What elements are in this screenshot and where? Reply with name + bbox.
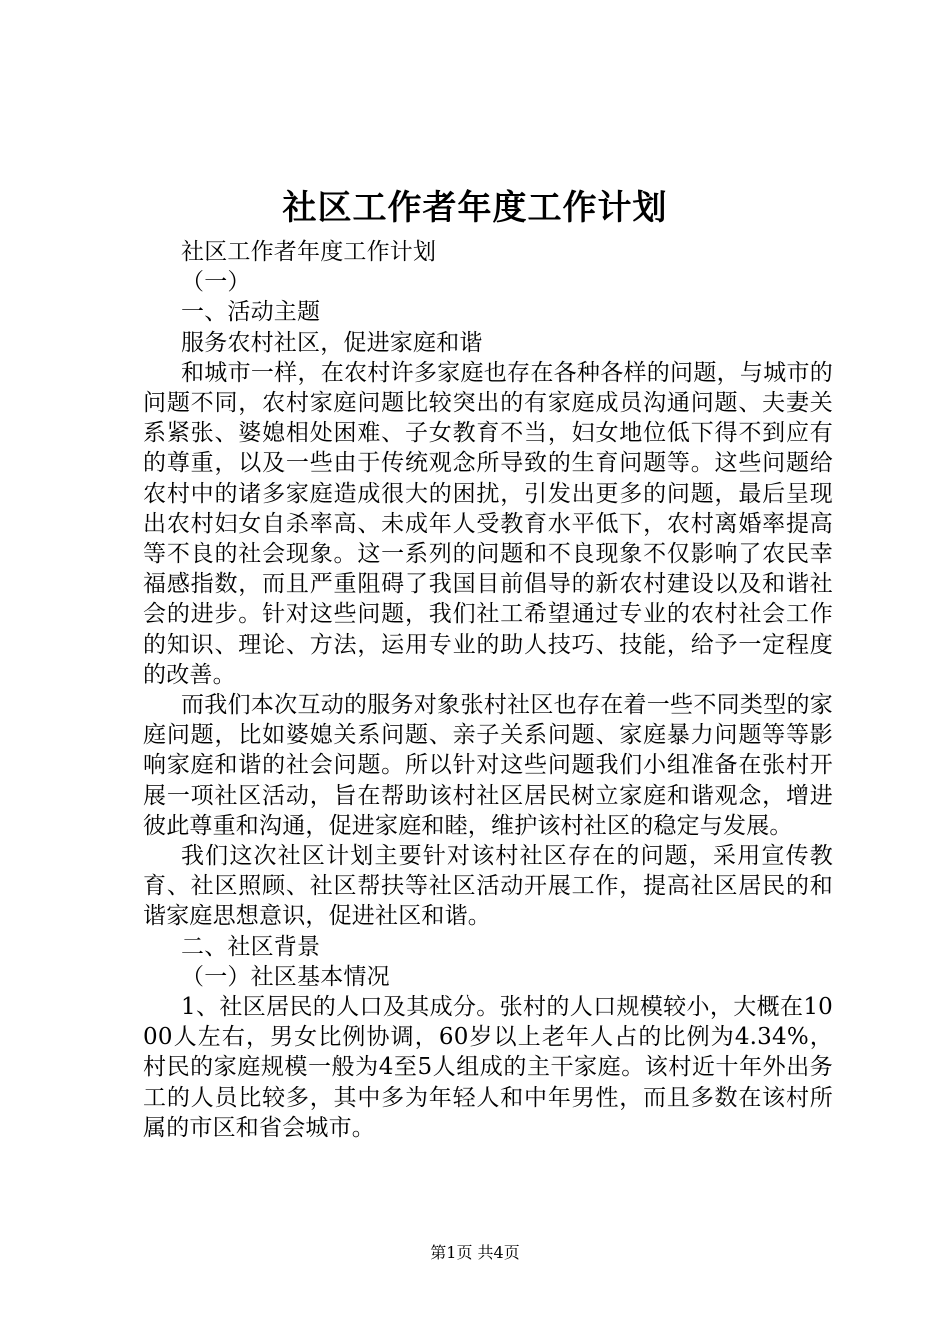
theme-text: 服务农村社区，促进家庭和谐 (181, 329, 483, 356)
paragraph-population: 1、社区居民的人口及其成分。张村的人口规模较小，大概在1000人左右，男女比例协调，60岁以上老年人占的比例为4.34%，村民的家庭规模一般为4至5人组成的主干家庭。该村近十年外出务工的人员比较多，其中多为年轻人和中年男性，而且多数在该村所属的市区和省会城市。 (143, 994, 833, 1141)
subsection-heading-basic-info: （一）社区基本情况 (181, 963, 390, 990)
section-heading-theme: 一、活动主题 (181, 299, 321, 326)
section-number: （一） (181, 269, 251, 296)
section-heading-background: 二、社区背景 (181, 933, 321, 960)
page-footer: 第1页 共4页 (430, 1243, 520, 1262)
document-title: 社区工作者年度工作计划 (282, 188, 668, 228)
paragraph-plan-focus: 我们这次社区计划主要针对该村社区存在的问题，采用宣传教育、社区照顾、社区帮扶等社区活动开展工作，提高社区居民的和谐家庭思想意识，促进社区和谐。 (143, 843, 833, 930)
subtitle-line: 社区工作者年度工作计划 (181, 239, 437, 265)
paragraph-rural-problems: 和城市一样，在农村许多家庭也存在各种各样的问题，与城市的问题不同，农村家庭问题比较突出的有家庭成员沟通问题、夫妻关系紧张、婆媳相处困难、子女教育不当，妇女地位低下得不到应有的尊重，以及一些由于传统观念所导致的生育问题等。这些问题给农村中的诸多家庭造成很大的困扰，引发出更多的问题，最后呈现出农村妇女自杀率高、未成年人受教育水平低下，农村离婚率提高等不良的社会现象。这一系列的问题和不良现象不仅影响了农民幸福感指数，而且严重阻碍了我国目前倡导的新农村建设以及和谐社会的进步。针对这些问题，我们社工希望通过专业的农村社会工作的知识、理论、方法，运用专业的助人技巧、技能，给予一定程度的改善。 (143, 359, 833, 688)
document-body (143, 237, 833, 1143)
paragraph-zhangcun-service: 而我们本次互动的服务对象张村社区也存在着一些不同类型的家庭问题，比如婆媳关系问题、亲子关系问题、家庭暴力问题等等影响家庭和谐的社会问题。所以针对这些问题我们小组准备在张村开展一项社区活动，旨在帮助该村社区居民树立家庭和谐观念，增进彼此尊重和沟通，促进家庭和睦，维护该村社区的稳定与发展。 (143, 692, 833, 839)
